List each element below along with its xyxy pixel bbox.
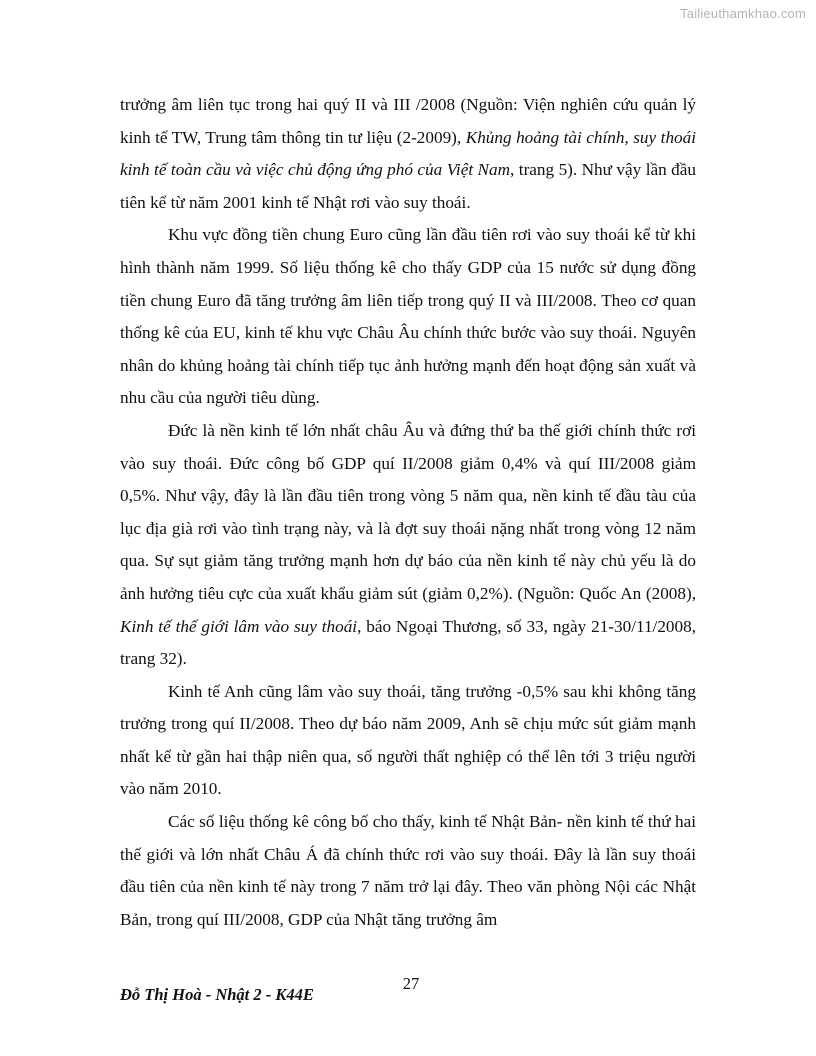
text-segment: Kinh tế Anh cũng lâm vào suy thoái, tăng trưởng -0,5% sau khi không tăng trưởng trong quí II/2008. Theo dự báo năm 2009, Anh sẽ chịu mức sút giảm mạnh nhất kể từ gần hai thập niên qua, số người thất nghiệp có thể lên tới 3 triệu người vào năm 2010. xyxy=(120,681,696,799)
paragraph-4 xyxy=(120,676,696,806)
text-segment: , báo Ngoại Thương, số 33, ngày 21-30/11/2008, trang 32). xyxy=(120,616,696,669)
paragraph-5 xyxy=(120,806,696,936)
watermark-text: Tailieuthamkhao.com xyxy=(680,6,806,21)
paragraph-2 xyxy=(120,219,696,415)
cited-title: Kinh tế thế giới lâm vào suy thoái xyxy=(120,616,358,636)
text-segment: Khu vực đồng tiền chung Euro cũng lần đầu tiên rơi vào suy thoái kể từ khi hình thành năm 1999. Số liệu thống kê cho thấy GDP của 15 nước sử dụng đồng tiền chung Euro đã tăng trưởng âm liên tiếp trong quý II và III/2008. Theo cơ quan thống kê của EU, kinh tế khu vực Châu Âu chính thức bước vào suy thoái. Nguyên nhân do khủng hoảng tài chính tiếp tục ảnh hưởng mạnh đến hoạt động sản xuất và nhu cầu của người tiêu dùng. xyxy=(120,225,696,408)
footer-author: Đỗ Thị Hoà - Nhật 2 - K44E xyxy=(120,985,314,1004)
text-segment: , trang 5). Như vậy lần đầu tiên kể từ năm 2001 kinh tế Nhật rơi vào suy thoái. xyxy=(120,160,696,212)
cited-title: Khủng hoảng tài chính, suy thoái kinh tế toàn cầu và việc chủ động ứng phó của Việt Nam xyxy=(120,127,696,180)
text-segment: Đức là nền kinh tế lớn nhất châu Âu và đứng thứ ba thế giới chính thức rơi vào suy thoái. Đức công bố GDP quí II/2008 giảm 0,4% và quí III/2008 giảm 0,5%. Như vậy, đây là lần đầu tiên trong vòng 5 năm qua, nền kinh tế đầu tàu của lục địa già rơi vào tình trạng này, và là đợt suy thoái nặng nhất trong vòng 12 năm qua. Sự sụt giảm tăng trưởng mạnh hơn dự báo của nền kinh tế này chủ yếu là do ảnh hưởng tiêu cực của xuất khẩu giảm sút (giảm 0,2%). (Nguồn: Quốc An (2008), xyxy=(120,420,696,603)
text-segment: Các số liệu thống kê công bố cho thấy, kinh tế Nhật Bản- nền kinh tế thứ hai thế giới và lớn nhất Châu Á đã chính thức rơi vào suy thoái. Đây là lần suy thoái đầu tiên của nền kinh tế này trong 7 năm trở lại đây. Theo văn phòng Nội các Nhật Bản, trong quí III/2008, GDP của Nhật tăng trưởng âm xyxy=(120,812,696,929)
text-segment: trưởng âm liên tục trong hai quý II và III /2008 (Nguồn: Viện nghiên cứu quản lý kinh tế TW, Trung tâm thông tin tư liệu (2-2009), xyxy=(120,95,696,147)
paragraph-1 xyxy=(120,89,696,219)
document-body xyxy=(120,89,696,936)
page-number: 27 xyxy=(402,974,420,993)
paragraph-3 xyxy=(120,415,696,676)
